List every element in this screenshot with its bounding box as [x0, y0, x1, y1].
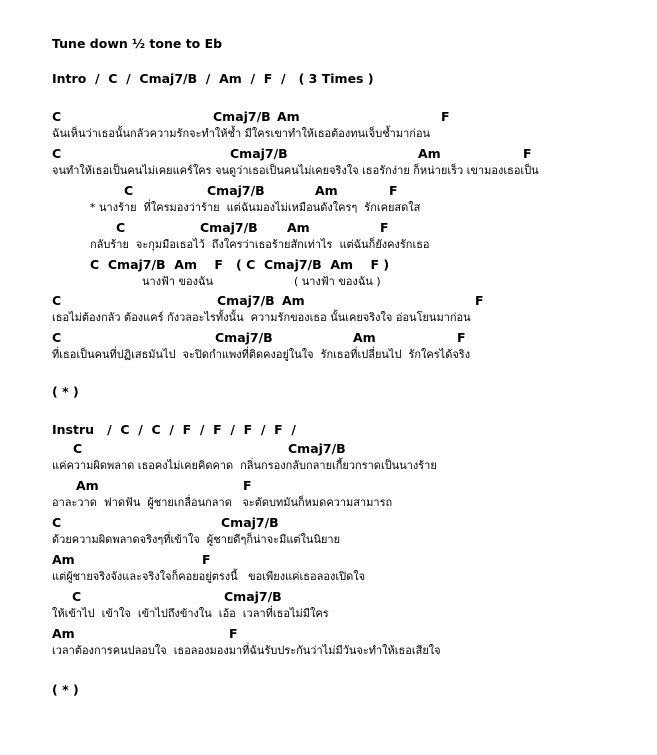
chord: Am	[52, 626, 75, 641]
lyric-line: ให้เข้าไป เข้าใจ เข้าไปถึงข้างใน เอ้อ เวลาที่เธอไม่มีใคร	[52, 607, 329, 620]
chord: F	[202, 552, 211, 567]
chord: Cmaj7/B	[230, 146, 288, 161]
chord: F	[523, 146, 532, 161]
lyric-line: ( นางฟ้า ของฉัน )	[294, 275, 381, 288]
chord: F	[380, 220, 389, 235]
chord: C	[52, 515, 62, 530]
lyric-line: แต่ผู้ชายจริงจังและจริงใจก็คอยอยู่ตรงนี้ ขอเพียงแค่เธอลองเปิดใจ	[52, 570, 366, 583]
instru-line: Instru / C / C / F / F / F / F /	[52, 422, 296, 437]
lyric-line: อาละวาด ฟาดฟัน ผู้ชายเกลื่อนกลาด จะตัดบทมันก็หมดความสามารถ	[52, 496, 393, 509]
chord: Am	[418, 146, 441, 161]
chord-group: ( C Cmaj7/B Am F )	[236, 257, 390, 272]
lyric-line: นางฟ้า ของฉัน	[142, 275, 214, 288]
chord: Cmaj7/B	[207, 183, 265, 198]
chord: Am	[282, 293, 305, 308]
lyric-line: เธอไม่ต้องกลัว ต้องแคร์ กังวลอะไรทั้งนั้น ความรักของเธอ นั้นเคยจริงใจ อ่อนโยนมาก่อน	[52, 311, 471, 324]
chord: Cmaj7/B	[288, 441, 346, 456]
chord: C	[52, 109, 62, 124]
lyric-line: ด้วยความผิดพลาดจริงๆที่เข้าใจ ผู้ชายดีๆก็น่าจะมีแต่ในนิยาย	[52, 533, 341, 546]
chord: F	[229, 626, 238, 641]
chord: F	[457, 330, 466, 345]
chord: C	[52, 330, 62, 345]
lyric-line: ฉันเห็นว่าเธอนั้นกลัวความรักจะทำให้ช้ำ มีใครเขาทำให้เธอต้องทนเจ็บช้ำมาก่อน	[52, 127, 431, 140]
chord: Cmaj7/B	[221, 515, 279, 530]
chord: C	[116, 220, 126, 235]
lyric-line: กลับร้าย จะกุมมือเธอไว้ ถึงใครว่าเธอร้ายสักเท่าไร แต่ฉันก็ยังคงรักเธอ	[90, 238, 430, 251]
chord: Am	[315, 183, 338, 198]
chord: Am	[287, 220, 310, 235]
chord: C	[124, 183, 134, 198]
chord-group: C Cmaj7/B Am F	[90, 257, 223, 272]
repeat-marker: ( * )	[52, 682, 79, 697]
chord: F	[441, 109, 450, 124]
chord: Cmaj7/B	[217, 293, 275, 308]
tuning-note: Tune down ½ tone to Eb	[52, 36, 223, 51]
lyric-line: แค่ความผิดพลาด เธอคงไม่เคยคิดคาด กลิ่นกรองกลับกลายเกี้ยวกราดเป็นนางร้าย	[52, 459, 437, 472]
chord: C	[72, 589, 82, 604]
chord: F	[389, 183, 398, 198]
lyric-line: * นางร้าย ที่ใครมองว่าร้าย แต่ฉันมองไม่เหมือนดังใครๆ รักเคยสดใส	[90, 201, 421, 214]
chord: F	[243, 478, 252, 493]
lyric-line: จนทำให้เธอเป็นคนไม่เคยแคร์ใคร จนดูว่าเธอเป็นคนไม่เคยจริงใจ เธอรักง่าย ก็หน่ายเร็ว เขามองเธอเป็น	[52, 164, 539, 177]
lyric-line: เวลาต้องการคนปลอบใจ เธอลองมองมาที่ฉันรับประกันว่าไม่มีวันจะทำให้เธอเสียใจ	[52, 644, 441, 657]
chord: C	[52, 146, 62, 161]
chord: Cmaj7/B	[200, 220, 258, 235]
chord: Cmaj7/B	[215, 330, 273, 345]
chord: Cmaj7/B	[213, 109, 271, 124]
chord: C	[52, 293, 62, 308]
chord: F	[475, 293, 484, 308]
repeat-marker: ( * )	[52, 384, 79, 399]
chord: Am	[353, 330, 376, 345]
intro-line: Intro / C / Cmaj7/B / Am / F / ( 3 Times )	[52, 71, 374, 86]
lyric-line: ที่เธอเป็นคนที่ปฏิเสธมันไป จะปิดกำแพงที่ติดคงอยู่ในใจ รักเธอที่เปลี่ยนไป รักใครได้จริง	[52, 348, 471, 361]
chord: C	[73, 441, 83, 456]
chord: Am	[76, 478, 99, 493]
chord: Am	[52, 552, 75, 567]
chord: Am	[277, 109, 300, 124]
chord: Cmaj7/B	[224, 589, 282, 604]
